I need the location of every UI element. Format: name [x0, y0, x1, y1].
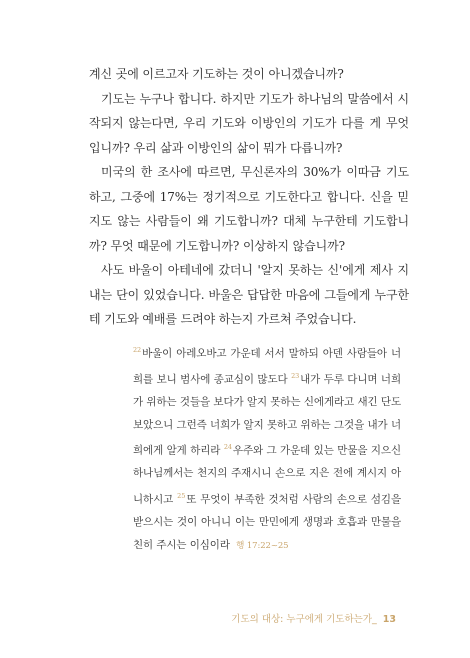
body-text [89, 62, 409, 332]
page-footer [231, 611, 396, 625]
scripture-quote [133, 339, 401, 557]
paragraph-4: 사도 바울이 아테네에 갔더니 '알지 못하는 신'에게 제사 지내는 단이 있었습니다. 바울은 답답한 마음에 그들에게 누구한테 기도와 예배를 드려야 하는지 가르쳐 주었습니다. [89, 263, 409, 326]
verse-number-22: 22 [133, 346, 142, 354]
paragraph-1: 계신 곳에 이르고자 기도하는 것이 아니겠습니까? [89, 67, 344, 81]
scripture-reference: 행 17:22~25 [236, 540, 289, 551]
page-number: 13 [382, 614, 396, 625]
verse-23-text: 내가 두루 다니며 너희가 위하는 것들을 보다가 알지 못하는 신에게라고 새긴 단도 보았으니 그런즉 너희가 알지 못하고 위하는 그것을 내가 너희에게 알게 하리라 [133, 373, 401, 457]
running-title: 기도의 대상: 누구에게 기도하는가_ [231, 614, 377, 625]
verse-24-text: 우주와 그 가운데 있는 만물을 지으신 하나님께서는 천지의 주재시니 손으로 지은 전에 계시지 아니하시고 [133, 444, 401, 506]
paragraph-3: 미국의 한 조사에 따르면, 무신론자의 30%가 이따금 기도하고, 그중에 17%는 정기적으로 기도한다고 합니다. 신을 믿지도 않는 사람들이 왜 기도합니까? 대체 누구한테 기도합니까? 무엇 때문에 기도합니까? 이상하지 않습니까? [89, 165, 409, 253]
verse-number-24: 24 [223, 443, 232, 452]
verse-number-25: 25 [177, 492, 186, 501]
paragraph-2: 기도는 누구나 합니다. 하지만 기도가 하나님의 말씀에서 시작되지 않는다면, 우리 기도와 이방인의 기도가 다를 게 무엇입니까? 우리 삶과 이방인의 삶이 뭐가 다릅니까? [89, 91, 409, 155]
verse-number-23: 23 [291, 372, 300, 381]
verse-25-text: 또 무엇이 부족한 것처럼 사람의 손으로 섬김을 받으시는 것이 아니니 이는 만민에게 생명과 호흡과 만물을 친히 주시는 이심이라 [133, 493, 401, 551]
verse-22-text: 바울이 아레오바고 가운데 서서 말하되 아덴 사람들아 너희를 보니 범사에 종교심이 많도다 [133, 347, 401, 386]
